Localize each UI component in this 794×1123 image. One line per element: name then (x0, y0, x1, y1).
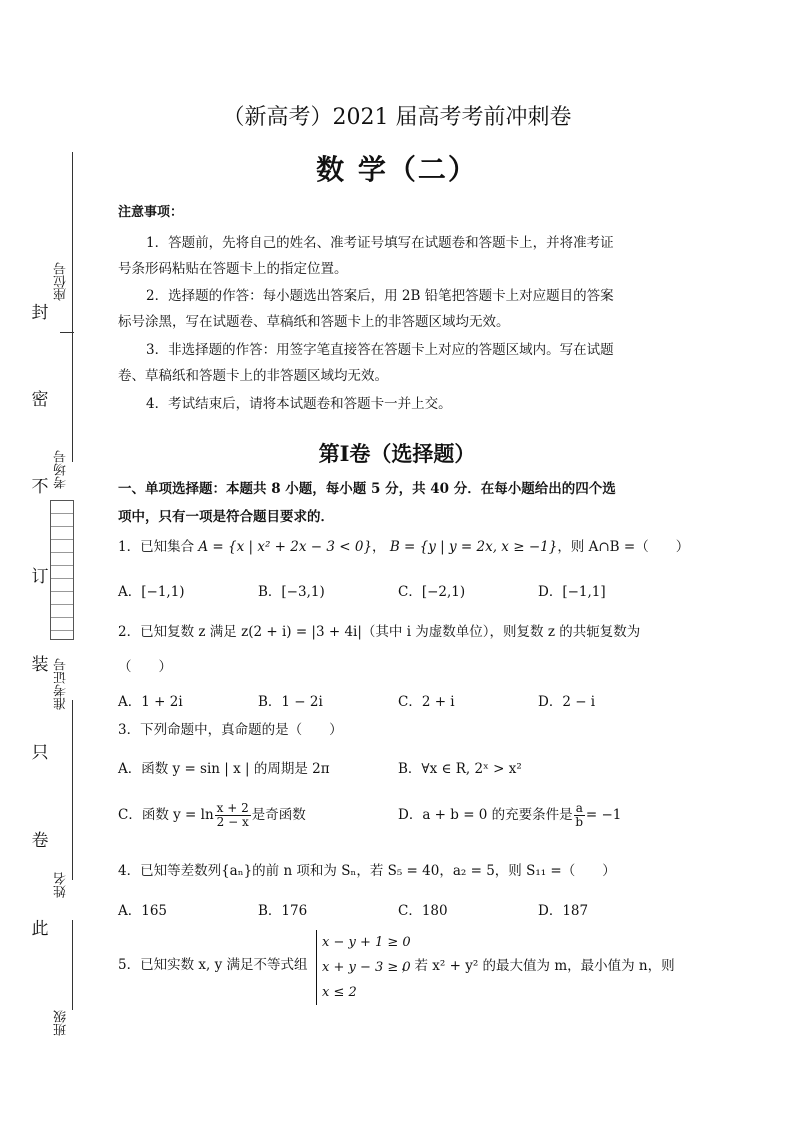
margin-char-juan: 卷 (31, 831, 49, 851)
q2-option-d: D．2 − i (538, 694, 596, 710)
q4-option-d: D．187 (538, 903, 589, 919)
q1-option-d: D．[−1,1] (538, 584, 606, 600)
margin-tick-1 (60, 332, 74, 333)
margin-char-zhi: 只 (31, 743, 49, 763)
q2-option-c: C．2 + i (398, 694, 455, 710)
q1-option-b: B．[−3,1) (258, 584, 325, 600)
margin-char-ding: 订 (31, 567, 49, 587)
q3-option-b: B．∀x ∈ R, 2ˣ > x² (398, 761, 522, 777)
label-admission-number: 准考证号 (54, 658, 69, 710)
q5-inequality-3: x ≤ 2 (322, 985, 357, 1000)
q5-inequality-1: x − y + 1 ≥ 0 (322, 935, 411, 950)
q5-stem-a: 5．已知实数 x, y 满足不等式组 (118, 957, 308, 973)
q3-option-d-post: = −1 (585, 807, 622, 823)
q5-inequality-2: x + y − 3 ≥ 0 (322, 960, 411, 975)
q1-set-b: B = {y | y = 2x, x ≥ −1} (389, 539, 558, 555)
q2-option-a: A．1 + 2i (118, 694, 183, 710)
notes-item-4: 4．考试结束后，请将本试题卷和答题卡一并上交。 (146, 396, 452, 412)
margin-line-3 (72, 700, 73, 880)
notes-item-1b: 号条形码粘贴在答题卡上的指定位置。 (118, 261, 348, 277)
q1-stem (118, 536, 689, 558)
q3-option-d-fraction (574, 802, 585, 829)
q1-option-c: C．[−2,1) (398, 584, 466, 600)
section-title: 第Ⅰ卷（选择题） (318, 441, 476, 466)
q2-stem: 2．已知复数 z 满足 z(2 + i) = |3 + 4i|（其中 i 为虚数单位），则复数 z 的共轭复数为 (118, 624, 641, 640)
margin-char-ci: 此 (31, 919, 49, 939)
notes-item-3a: 3．非选择题的作答：用签字笔直接答在答题卡上对应的答题区域内。写在试题 (146, 342, 614, 358)
margin-char-mi: 密 (31, 390, 49, 410)
q2-paren: （ ） (118, 659, 172, 675)
section-intro-1: 一、单项选择题：本题共 8 小题，每小题 5 分，共 40 分．在每小题给出的四个选 (118, 481, 616, 497)
label-seat-number: 座位号 (54, 262, 69, 301)
q5-stem-b: ，若 x² + y² 的最大值为 m，最小值为 n，则 (401, 958, 675, 974)
notes-item-2a: 2．选择题的作答：每小题选出答案后，用 2B 铅笔把答题卡上对应题目的答案 (146, 288, 614, 304)
q1-option-a: A．[−1,1) (118, 584, 185, 600)
q3-option-d (398, 802, 621, 829)
exam-number-grid (50, 500, 74, 640)
q4-option-c: C．180 (398, 903, 448, 919)
q3-option-c (118, 802, 306, 829)
label-exam-room: 考场号 (54, 450, 69, 489)
q3-option-c-pre: C．函数 y = ln (118, 807, 214, 823)
q3-option-d-numerator: a (575, 801, 583, 815)
exam-subtitle: 数 学（二） (316, 153, 478, 186)
q2-option-b: B．1 − 2i (258, 694, 323, 710)
section-intro-2: 项中，只有一项是符合题目要求的． (118, 509, 334, 525)
q4-option-a: A．165 (118, 903, 168, 919)
notes-item-2b: 标号涂黑，写在试题卷、草稿纸和答题卡上的非答题区域均无效。 (118, 314, 510, 330)
q1-set-a: A = {x | x² + 2x − 3 < 0} (198, 539, 373, 555)
q3-option-d-pre: D．a + b = 0 的充要条件是 (398, 807, 573, 823)
margin-char-bu: 不 (31, 477, 49, 497)
notes-item-3b: 卷、草稿纸和答题卡上的非答题区域均无效。 (118, 368, 388, 384)
notes-heading: 注意事项： (118, 205, 184, 220)
q3-option-d-denominator: b (575, 815, 584, 829)
exam-title: （新高考）2021 届高考考前冲刺卷 (222, 105, 572, 130)
q3-option-c-fraction (215, 802, 251, 829)
q3-option-c-numerator: x + 2 (216, 801, 249, 815)
margin-line-1 (72, 152, 73, 332)
q5-inequality-system (316, 930, 411, 1005)
margin-char-feng: 封 (31, 303, 49, 323)
q4-option-b: B．176 (258, 903, 308, 919)
q4-stem: 4．已知等差数列{aₙ}的前 n 项和为 Sₙ，若 S₅ = 40，a₂ = 5，则 S₁₁ =（ ） (118, 863, 616, 879)
q3-option-c-post: 是奇函数 (251, 807, 306, 823)
notes-item-1a: 1．答题前，先将自己的姓名、准考证号填写在试题卷和答题卡上，并将准考证 (146, 235, 614, 251)
q1-tail: ，则 A∩B =（ ） (557, 539, 690, 555)
q1-comma: ， (372, 539, 386, 555)
q3-option-a: A．函数 y = sin | x | 的周期是 2π (118, 761, 330, 777)
margin-char-zhuang: 装 (31, 655, 49, 675)
label-class: 班级 (54, 1010, 69, 1036)
q3-option-c-denominator: 2 − x (216, 815, 249, 829)
q3-stem: 3．下列命题中，真命题的是（ ） (118, 722, 343, 738)
q1-stem-a: 1．已知集合 (118, 539, 195, 555)
label-name: 姓名 (54, 872, 69, 898)
margin-line-4 (72, 920, 73, 1010)
